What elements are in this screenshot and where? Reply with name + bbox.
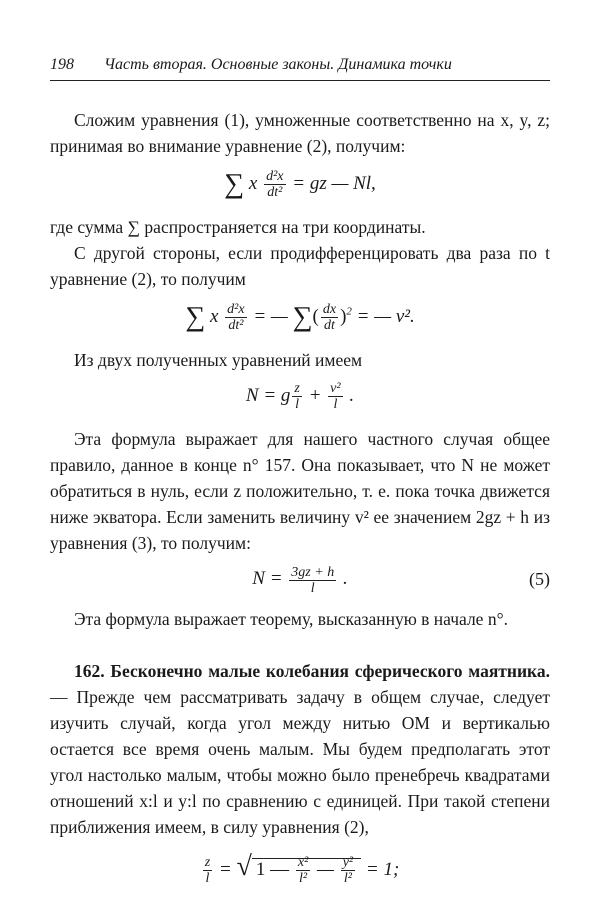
equation-5-end: = 1; [365,858,400,880]
equation-4-numerator: 3gz + h [291,564,335,580]
paragraph-5: Эта формула выражает для нашего частного случая общее правило, данное в конце n° 157. Она показывает, что N не может обратиться в нуль, если z положительно, т. е. пока точка движется ниже экватора. Если заменить величину v² ее значением 2gz + h из уравнения (3), то получим: [50,429,550,554]
equation-4-denominator: l [310,580,315,596]
paragraph-3: С другой стороны, если продифференцировать два раза по t уравнение (2), то получим [50,243,550,290]
paragraph-1: Сложим уравнения (1), умноженные соответственно на x, y, z; принимая во внимание уравнение (2), получим: [50,110,550,156]
equation-2: ∑ x $\frac{\text{d²x}}{\text{dt²}}$ = — ∑( $\frac{dx}{dt}$ )$^2$ = — v². [185,301,415,334]
paragraph-4: Из двух полученных уравнений имеем [74,350,363,371]
sum-symbol: ∑ [224,168,245,200]
section-heading: 162. Бесконечно малые колебания сферического маятника. [74,660,550,681]
equation-1: ∑ x $\frac{\text{d²x}}{\text{dt²}}$ = gz — Nl, [224,168,376,201]
equation-1-rhs: = gz — Nl, [292,173,376,194]
running-title: Часть вторая. Основные законы. Динамика точки [104,56,452,73]
equation-2-end: = — v². [356,306,415,328]
fraction-d2x-dt2: $\frac{\text{d²x}}{\text{dt²}}$ [266,169,284,201]
page [50,56,550,886]
equation-4: N = $\frac{3gz + h}{l}$ . (5) [252,564,550,596]
section-162 [50,658,550,840]
equation-4-lhs: N = [252,568,283,590]
equation-5: $\frac{z}{l}$ = √ 1 — $\frac{\text{x²}}{\text{l²}}$ — $\frac{\text{y²}}{\text{l²}}$ = 1; [204,850,400,886]
paragraph-7: — Прежде чем рассматривать задачу в общем случае, следует изучить случай, когда угол между нитью OM и вертикалью остается все время очень малым. Мы будем предполагать этот угол настолько малым, чтобы можно было пренебречь квадратами отношений x:l и y:l по сравнению с единицей. При такой степени приближения имеем, в силу уравнения (2), [50,686,550,837]
equation-2-mid: = — [253,306,293,328]
equation-number: (5) [529,569,550,590]
paragraph-2: где сумма ∑ распространяется на три координаты. [50,217,426,238]
paragraph-6: Эта формула выражает теорему, высказанную в начале n°. [74,608,508,629]
equation-3-lhs: N = g [245,385,291,407]
running-header [50,56,550,81]
equation-3: N = g $\frac{z}{l}$ + $\frac{\text{v²}}{l}$ . [245,381,355,413]
page-number: 198 [50,56,74,73]
